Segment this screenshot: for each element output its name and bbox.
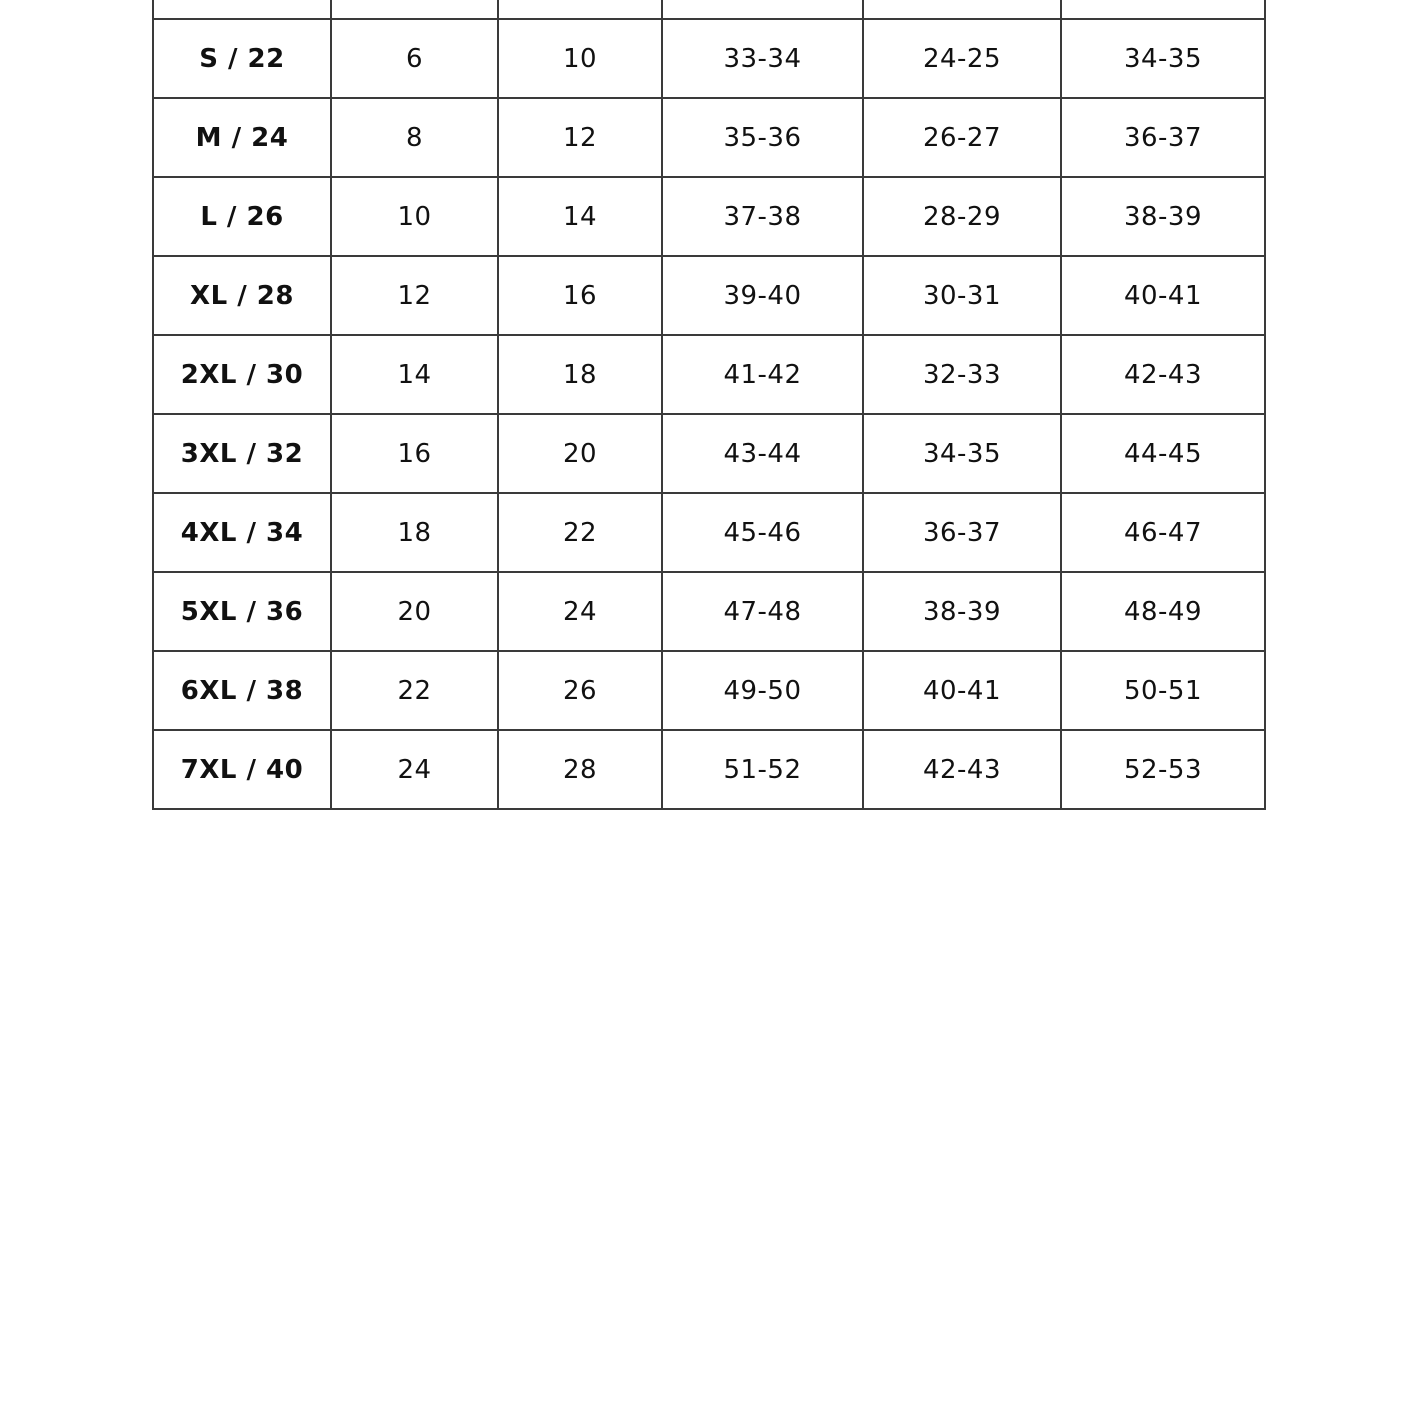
- table-row: [153, 493, 1265, 572]
- table-cell: 52-53: [1061, 730, 1265, 809]
- size-cell: XL / 28: [153, 256, 331, 335]
- table-cell: 49-50: [662, 651, 863, 730]
- size-cell: L / 26: [153, 177, 331, 256]
- table-cell: 38-39: [1061, 177, 1265, 256]
- table-cell: 18: [498, 335, 662, 414]
- table-cell: 50-51: [1061, 651, 1265, 730]
- size-cell: 6XL / 38: [153, 651, 331, 730]
- table-cell: 35-36: [662, 98, 863, 177]
- table-cell: 46-47: [1061, 493, 1265, 572]
- table-cell: [1061, 0, 1265, 19]
- size-cell: S / 22: [153, 19, 331, 98]
- table-cell: 40-41: [1061, 256, 1265, 335]
- table-cell: [498, 0, 662, 19]
- table-row: [153, 19, 1265, 98]
- table-cell: 43-44: [662, 414, 863, 493]
- table-row: [153, 177, 1265, 256]
- table-cell: 47-48: [662, 572, 863, 651]
- table-cell: 28: [498, 730, 662, 809]
- table-cell: 20: [331, 572, 498, 651]
- table-cell: 33-34: [662, 19, 863, 98]
- table-cell: 34-35: [863, 414, 1061, 493]
- table-cell: 34-35: [1061, 19, 1265, 98]
- table-cell: 22: [498, 493, 662, 572]
- table-cell: 12: [331, 256, 498, 335]
- table-cell: 37-38: [662, 177, 863, 256]
- table-cell: 32-33: [863, 335, 1061, 414]
- table-cell: 16: [331, 414, 498, 493]
- size-cell: 2XL / 30: [153, 335, 331, 414]
- table-cell: 10: [331, 177, 498, 256]
- table-cell: 36-37: [863, 493, 1061, 572]
- table-cell: [662, 0, 863, 19]
- table-row: [153, 730, 1265, 809]
- size-cell: 4XL / 34: [153, 493, 331, 572]
- table-row: [153, 0, 1265, 19]
- table-row: [153, 651, 1265, 730]
- table-cell: 40-41: [863, 651, 1061, 730]
- table-cell: 28-29: [863, 177, 1061, 256]
- table-cell: 24: [331, 730, 498, 809]
- table-cell: 24: [498, 572, 662, 651]
- table-cell: 6: [331, 19, 498, 98]
- table-row: [153, 335, 1265, 414]
- table-cell: 36-37: [1061, 98, 1265, 177]
- size-cell: 3XL / 32: [153, 414, 331, 493]
- table-cell: 12: [498, 98, 662, 177]
- table-cell: 18: [331, 493, 498, 572]
- table-cell: 44-45: [1061, 414, 1265, 493]
- table-cell: 24-25: [863, 19, 1061, 98]
- size-cell: [153, 0, 331, 19]
- table-cell: 20: [498, 414, 662, 493]
- table-cell: 16: [498, 256, 662, 335]
- table-cell: 42-43: [863, 730, 1061, 809]
- table-cell: 42-43: [1061, 335, 1265, 414]
- table-row: [153, 572, 1265, 651]
- table-cell: [863, 0, 1061, 19]
- table-cell: 22: [331, 651, 498, 730]
- table-cell: 41-42: [662, 335, 863, 414]
- size-cell: M / 24: [153, 98, 331, 177]
- size-cell: 5XL / 36: [153, 572, 331, 651]
- table-row: [153, 414, 1265, 493]
- table-cell: 10: [498, 19, 662, 98]
- table-cell: 8: [331, 98, 498, 177]
- table-cell: 45-46: [662, 493, 863, 572]
- size-chart-table: [152, 0, 1266, 810]
- table-row: [153, 256, 1265, 335]
- table-cell: [331, 0, 498, 19]
- table-cell: 14: [331, 335, 498, 414]
- size-chart-body: [153, 0, 1265, 809]
- size-cell: 7XL / 40: [153, 730, 331, 809]
- table-cell: 39-40: [662, 256, 863, 335]
- table-cell: 38-39: [863, 572, 1061, 651]
- table-cell: 51-52: [662, 730, 863, 809]
- table-cell: 48-49: [1061, 572, 1265, 651]
- table-cell: 26-27: [863, 98, 1061, 177]
- table-cell: 14: [498, 177, 662, 256]
- table-cell: 26: [498, 651, 662, 730]
- table-cell: 30-31: [863, 256, 1061, 335]
- table-row: [153, 98, 1265, 177]
